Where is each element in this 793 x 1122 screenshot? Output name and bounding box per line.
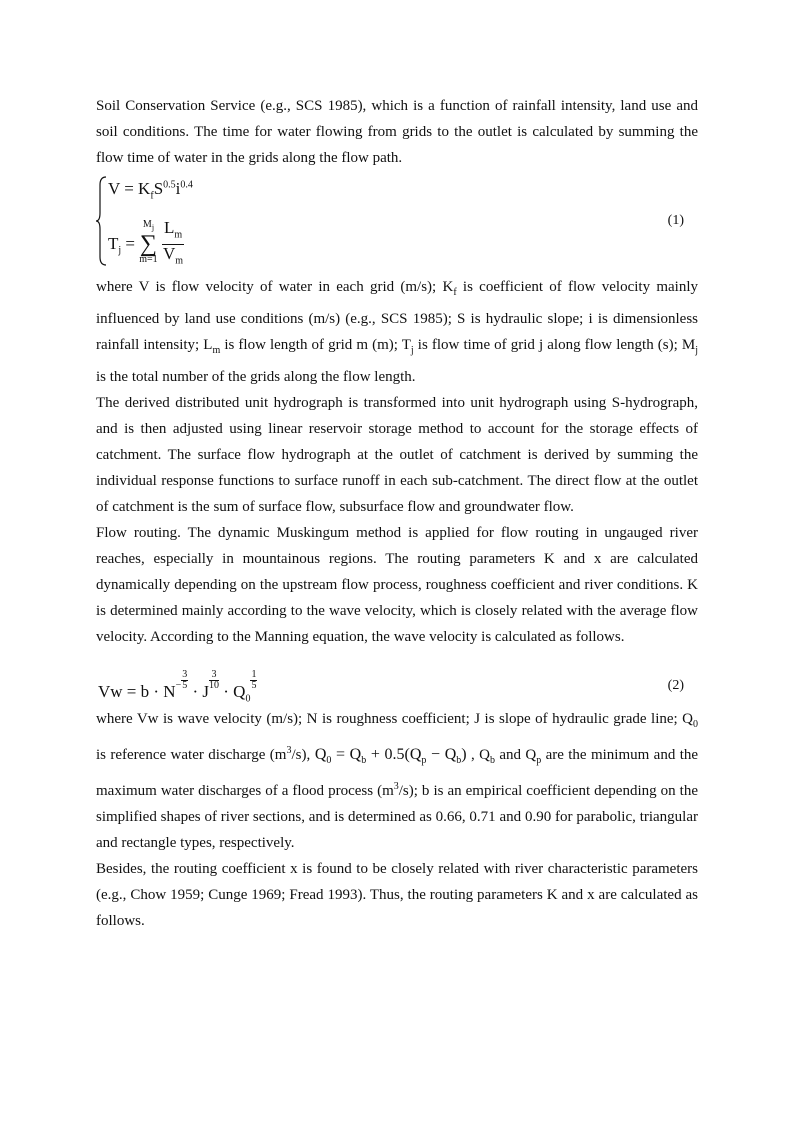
inline-equation-q0: [310, 746, 467, 767]
ieq-q0: Q: [310, 746, 327, 763]
ieq-q0-sub: 0: [326, 755, 332, 767]
eq1-sum-upper-sub: j: [151, 223, 155, 233]
p2-c: is flow length of grid m (m); T: [220, 337, 411, 353]
equation-2-wave-velocity: [98, 670, 257, 704]
eq1-fraction: [162, 219, 184, 271]
eq1-s-exp: 0.5: [163, 179, 176, 191]
p2-c-sub: j: [410, 345, 414, 356]
ieq-minus: − Q: [426, 746, 457, 763]
p5-c: /s),: [291, 747, 311, 763]
equation-1-velocity: [108, 179, 193, 201]
p5-f: are the minimum and the maximum water discharges of a flood process (m: [96, 747, 699, 800]
eq1-i-exp: 0.4: [180, 179, 193, 191]
p5-d-sub: b: [489, 755, 495, 766]
equation-1-time: [108, 219, 184, 271]
equation-1-number: (1): [667, 213, 684, 228]
p2-b: is coefficient of flow velocity mainly influenced by land use conditions (m/s) (e.g., SCS 1985); S is hydraulic slope; i is dimensionless rainfall intensity; L: [96, 279, 698, 353]
equation-1: [96, 175, 698, 272]
ieq-mid: = Q: [331, 746, 362, 763]
p2-d-sub: j: [695, 345, 698, 356]
p2-e: is the total number of the grids along the flow length.: [96, 369, 416, 385]
paragraph-scs: Soil Conservation Service (e.g., SCS 1985), which is a function of rainfall intensity, land use and soil conditions. The time for water flowing from grids to the outlet is calculated by summing the flow time of water in the grids along the flow path.: [96, 98, 698, 166]
p2-a-sub: f: [453, 287, 457, 298]
eq2-n-exp-sign: −: [175, 680, 182, 691]
ieq-rest: + 0.5(Q: [366, 746, 422, 763]
eq2-q-exp: [250, 670, 257, 691]
document-page: [96, 93, 698, 934]
eq1-i: i: [175, 179, 181, 198]
eq1-kf-sub: f: [150, 190, 154, 202]
eq2-q-exp-num: 1: [251, 669, 257, 680]
eq1-sum-upper: M: [142, 219, 152, 231]
ieq-b-sub: b: [361, 755, 367, 767]
p5-e-sub: p: [536, 755, 542, 766]
eq1-den-v: V: [162, 244, 176, 264]
eq1-den-sub: m: [175, 255, 184, 267]
eq2-j-exp-den: 10: [209, 680, 220, 691]
p5-b-sup: 3: [286, 745, 292, 756]
ieq-b2-sub: b: [456, 755, 462, 767]
p5-e: and Q: [494, 747, 537, 763]
eq1-v-lhs: V = K: [108, 179, 151, 198]
eq1-sum-lower: m=1: [139, 254, 158, 266]
ieq-close: ): [461, 746, 467, 763]
eq1-eq-sign: =: [121, 233, 140, 253]
paragraph-eq1-definitions: [96, 274, 698, 390]
p5-b: is reference water discharge (m: [96, 747, 287, 763]
left-brace: [96, 175, 108, 267]
p2-b-sub: m: [212, 345, 221, 356]
eq1-summation: [139, 220, 157, 265]
eq2-q-sub: 0: [245, 693, 251, 705]
eq2-j-exp: [209, 670, 219, 691]
eq1-s: S: [153, 179, 164, 198]
eq1-num-sub: m: [174, 229, 183, 241]
eq1-t: T: [108, 233, 119, 253]
p5-d: , Q: [466, 747, 490, 763]
p5-a-sub: 0: [693, 719, 698, 730]
eq1-t-sub: j: [118, 245, 122, 257]
eq2-lhs: Vw = b · N: [98, 682, 176, 701]
paragraph-flow-routing: Flow routing. The dynamic Muskingum method is applied for flow routing in ungauged river reaches, especially in mountainous regions. The routing parameters K and x are calculated dynamically depending on the upstream flow process, roughness coefficient and river conditions. K is determined mainly according to the wave velocity, which is closely related with the average flow velocity. According to the Manning equation, the wave velocity is calculated as follows.: [96, 525, 698, 645]
eq2-q-exp-den: 5: [251, 680, 257, 691]
eq2-j: · J: [188, 682, 210, 701]
equation-2-number: (2): [667, 678, 684, 693]
eq1-sum-symbol: ∑: [139, 231, 158, 258]
eq2-n-exp-den: 5: [182, 680, 188, 691]
eq1-num-l: L: [163, 218, 175, 237]
p5-f-sup: 3: [393, 781, 399, 793]
paragraph-unit-hydrograph: The derived distributed unit hydrograph is transformed into unit hydrograph using S-hydrograph, and is then adjusted using linear reservoir storage method to account for the storage effects of catchment. The surface flow hydrograph at the outlet of catchment is derived by summing the individual response functions to surface runoff in each sub-catchment. The direct flow at the outlet of catchment is the sum of surface flow, subsurface flow and groundwater flow.: [96, 395, 698, 515]
p5-a: where Vw is wave velocity (m/s); N is roughness coefficient; J is slope of hydraulic grade line; Q: [96, 711, 693, 727]
p2-a: where V is flow velocity of water in each grid (m/s); K: [96, 279, 454, 295]
eq2-j-exp-num: 3: [209, 670, 219, 681]
paragraph-routing-coefficient: Besides, the routing coefficient x is found to be closely related with river characteristic parameters (e.g., Chow 1959; Cunge 1969; Fread 1993). Thus, the routing parameters K and x are calculated as follows.: [96, 861, 698, 930]
equation-2: [96, 656, 698, 706]
ieq-p-sub: p: [421, 755, 427, 767]
eq2-n-exp-num: 3: [182, 669, 188, 680]
p2-d: is flow time of grid j along flow length (s); M: [413, 337, 696, 353]
p5-g: /s); b is an empirical coefficient depending on the simplified shapes of river sections, and is determined as 0.66, 0.71 and 0.90 for parabolic, triangular and rectangle types, respectively.: [96, 783, 698, 852]
eq2-q: · Q: [219, 682, 246, 701]
paragraph-eq2-definitions: [96, 706, 698, 856]
